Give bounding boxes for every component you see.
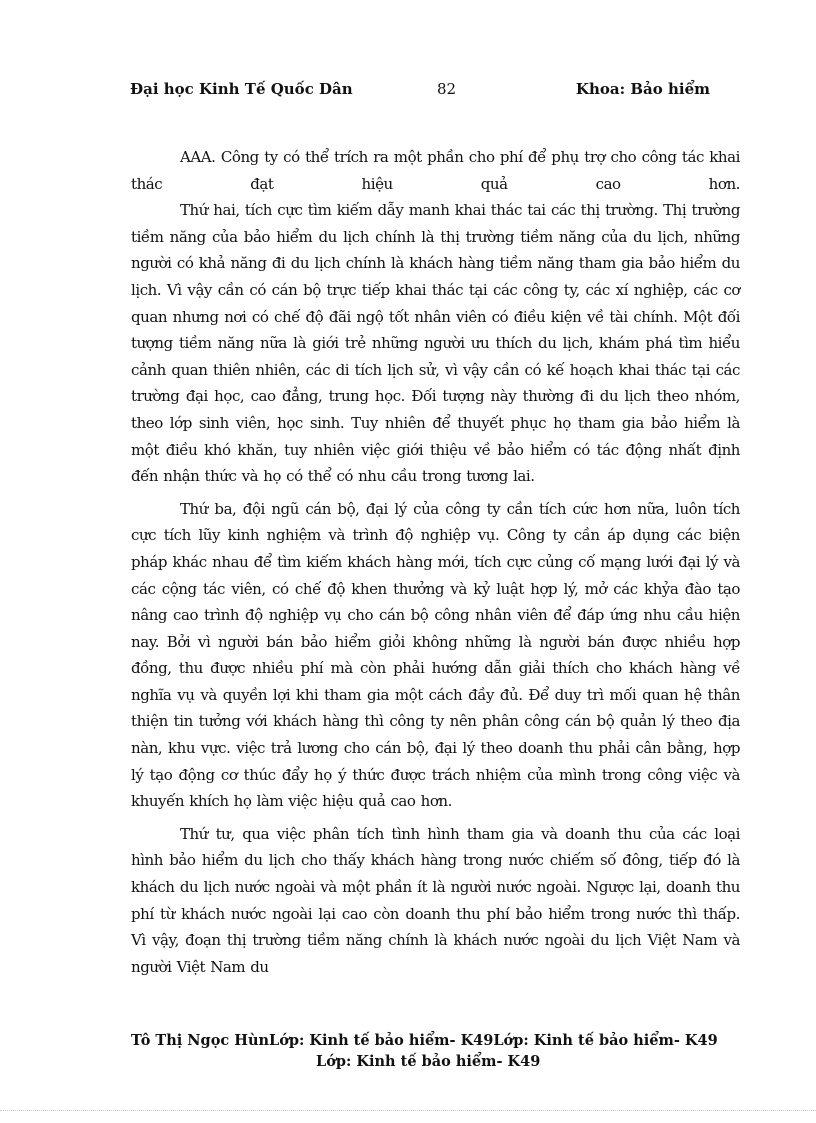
university-name: Đại học Kinh Tế Quốc Dân — [130, 80, 353, 98]
paragraph-1: AAA. Công ty có thể trích ra một phần cho phí để phụ trợ cho công tác khai thác đạt hiệu quả cao hơn. — [131, 148, 740, 193]
page-bottom-divider — [0, 1110, 816, 1111]
faculty-name: Khoa: Bảo hiểm — [575, 80, 710, 98]
paragraph-3: Thứ ba, đội ngũ cán bộ, đại lý của công ty cần tích cức hơn nữa, luôn tích cực tích lũy kinh nghiệm và trình độ nghiệp vụ. Công ty cần áp dụng các biện pháp khác nhau để tìm kiếm khách hàng mới, tích cực củng cố mạng lưới đại lý và các cộng tác viên, có chế độ khen thưởng và kỷ luật hợp lý, mở các khỷa đào tạo nâng cao trình độ nghiệp vụ cho cán bộ công nhân viên để đáp ứng nhu cầu hiện nay. Bởi vì người bán bảo hiểm giỏi không những là người bán được nhiều hợp đồng, thu được nhiều phí mà còn phải hướng dẫn giải thích cho khách hàng về nghĩa vụ và quyền lợi khi tham gia một cách đầy đủ. Để duy trì mối quan hệ thân thiện tin tưởng với khách hàng thì công ty nên phân công cán bộ quản lý theo địa nàn, khu vực. việc trả lương cho cán bộ, đại lý theo doanh thu phải cân bằng, hợp lý tạo động cơ thúc đẩy họ ý thức được trách nhiệm của mình trong công việc và khuyến khích họ làm việc hiệu quả cao hơn. — [131, 499, 740, 811]
page-header — [130, 80, 710, 104]
page-footer — [131, 1030, 718, 1072]
paragraph-2: Thứ hai, tích cực tìm kiếm dẫy manh khai thác tai các thị trường. Thị trường tiềm năng của bảo hiểm du lịch chính là thị trường tiềm năng của du lịch, những người có khả năng đi du lịch chính là khách hàng tiềm năng tham gia bảo hiểm du lịch. Vì vậy cần có cán bộ trực tiếp khai thác tại các công ty, các xí nghiệp, các cơ quan nhưng nơi có chế độ đãi ngộ tốt nhân viên có điều kiện về tài chính. Một đối tượng tiềm năng nữa là giới trẻ những người ưu thích du lịch, khám phá tìm hiểu cảnh quan thiên nhiên, các di tích lịch sử, vì vậy cần có kế hoạch khai thác tại các trường đại học, cao đẳng, trung học. Đối tượng này thường đi du lịch theo nhóm, theo lớp sinh viên, học sinh. Tuy nhiên để thuyết phục họ tham gia bảo hiểm là một điều khó khăn, tuy nhiên việc giới thiệu về bảo hiểm có tác động nhất định đến nhận thức và họ có thể có nhu cầu trong tương lai. — [131, 201, 740, 486]
footer-class-line: Lớp: Kinh tế bảo hiểm- K49 — [316, 1053, 541, 1070]
page-number: 82 — [437, 80, 457, 98]
paragraph-4: Thứ tư, qua việc phân tích tình hình tham gia và doanh thu của các loại hình bảo hiểm du lịch cho thấy khách hàng trong nước chiếm số đông, tiếp đó là khách du lịch nước ngoài và một phần ít là người nước ngoài. Ngược lại, doanh thu phí từ khách nước ngoài lại cao còn doanh thu phí bảo hiểm trong nước thì thấp. Vì vậy, đoạn thị trường tiềm năng chính là khách nước ngoài du lịch Việt Nam và người Việt Nam du — [131, 824, 740, 976]
footer-author-line: Tô Thị Ngọc HùnLớp: Kinh tế bảo hiểm- K49Lớp: Kinh tế bảo hiểm- K49 — [131, 1032, 718, 1049]
body-text — [131, 144, 740, 980]
